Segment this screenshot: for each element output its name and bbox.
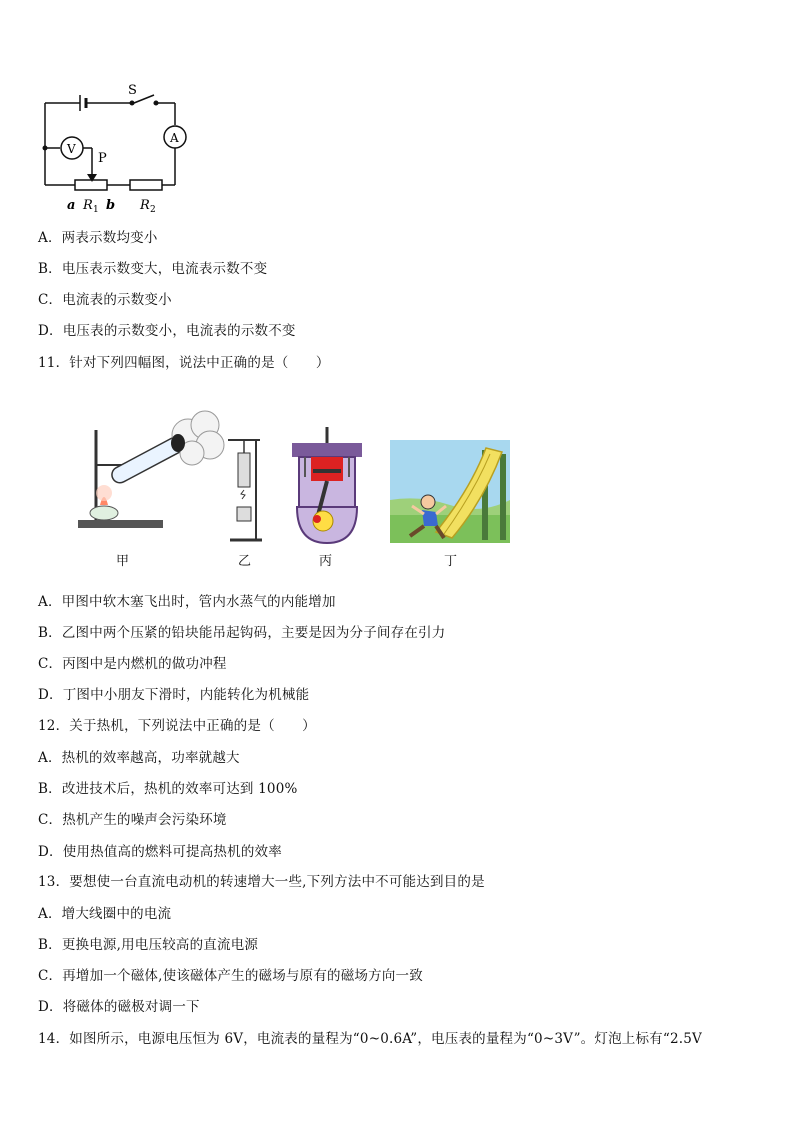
q12-option-a: A．热机的效率越高，功率就越大 [38, 750, 240, 766]
label-b: b [106, 198, 116, 213]
q11-stem: 11．针对下列四幅图，说法中正确的是（ ） [38, 355, 330, 371]
ammeter-label: A [170, 131, 179, 145]
figure-ding-slide [390, 440, 510, 543]
voltmeter-label: V [67, 142, 76, 156]
q13-option-a: A．增大线圈中的电流 [38, 906, 172, 922]
label-r2: R [140, 198, 150, 213]
q10-option-d: D．电压表的示数变小，电流表的示数不变 [38, 323, 296, 339]
q12-option-d: D．使用热值高的燃料可提高热机的效率 [38, 844, 282, 860]
figure-bing-engine [287, 425, 367, 545]
caption-bing: 丙 [319, 554, 333, 569]
q11-option-c: C．丙图中是内燃机的做功冲程 [38, 656, 227, 672]
slider-label: P [98, 151, 107, 166]
switch-label: S [128, 83, 137, 98]
figure-yi-lead-blocks [220, 435, 270, 545]
caption-ding: 丁 [444, 554, 458, 569]
q11-option-a: A．甲图中软木塞飞出时，管内水蒸气的内能增加 [38, 594, 336, 610]
caption-jia: 甲 [116, 554, 130, 569]
q13-option-b: B．更换电源,用电压较高的直流电源 [38, 937, 259, 953]
label-r1-sub: 1 [93, 205, 99, 215]
q11-option-d: D．丁图中小朋友下滑时，内能转化为机械能 [38, 687, 310, 703]
caption-yi: 乙 [238, 554, 252, 569]
q12-option-c: C．热机产生的噪声会污染环境 [38, 812, 227, 828]
figure-jia-test-tube [70, 405, 230, 545]
q12-stem: 12．关于热机，下列说法中正确的是（ ） [38, 718, 316, 734]
q13-option-c: C．再增加一个磁体,使该磁体产生的磁场与原有的磁场方向一致 [38, 968, 423, 984]
label-r2-sub: 2 [150, 205, 156, 215]
q11-option-b: B．乙图中两个压紧的铅块能吊起钩码，主要是因为分子间存在引力 [38, 625, 446, 641]
q13-option-d: D．将磁体的磁极对调一下 [38, 999, 200, 1015]
q14-stem: 14．如图所示，电源电压恒为 6V，电流表的量程为“0~0.6A”，电压表的量程为“0~3V”。灯泡上标有“2.5V [38, 1031, 703, 1047]
q10-option-c: C．电流表的示数变小 [38, 292, 172, 308]
q12-option-b: B．改进技术后，热机的效率可达到 100% [38, 781, 298, 797]
circuit-diagram [30, 78, 200, 218]
q10-option-b: B．电压表示数变大，电流表示数不变 [38, 261, 268, 277]
label-r1: R [83, 198, 93, 213]
q13-stem: 13．要想使一台直流电动机的转速增大一些,下列方法中不可能达到目的是 [38, 874, 485, 890]
label-a: a [67, 198, 76, 213]
q10-option-a: A．两表示数均变小 [38, 230, 158, 246]
